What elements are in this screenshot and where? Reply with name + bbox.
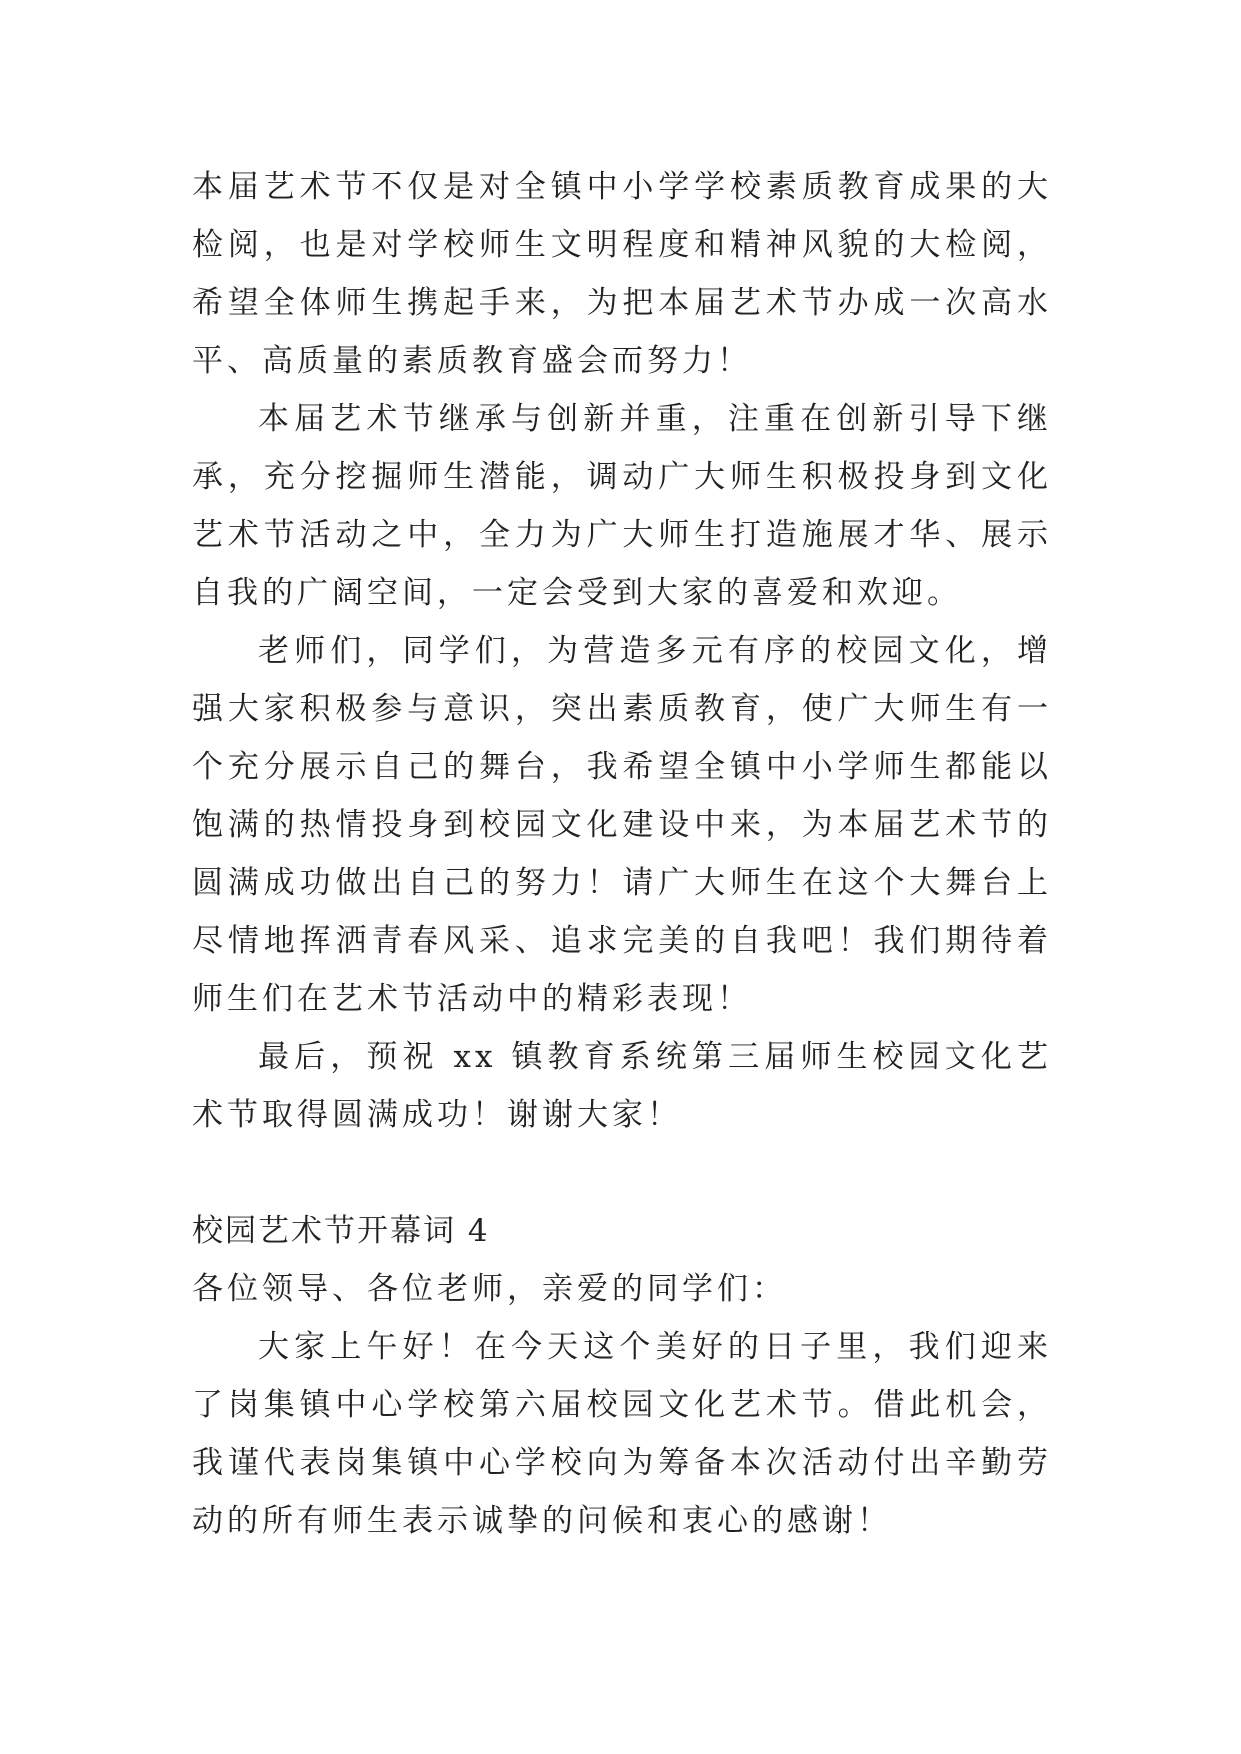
section-spacer [192,1144,1052,1202]
section-title: 校园艺术节开幕词 4 [192,1213,490,1249]
paragraph: 大家上午好！在今天这个美好的日子里，我们迎来了岗集镇中心学校第六届校园文化艺术节。借此机会，我谨代表岗集镇中心学校向为筹备本次活动付出辛勤劳动的所有师生表示诚挚的问候和衷心的感谢！ [192,1329,1052,1539]
paragraph: 老师们，同学们，为营造多元有序的校园文化，增强大家积极参与意识，突出素质教育，使广大师生有一个充分展示自己的舞台，我希望全镇中小学师生都能以饱满的热情投身到校园文化建设中来，为本届艺术节的圆满成功做出自己的努力！请广大师生在这个大舞台上尽情地挥洒青春风采、追求完美的自我吧！我们期待着师生们在艺术节活动中的精彩表现！ [192,633,1052,1017]
salutation: 各位领导、各位老师，亲爱的同学们： [192,1271,787,1307]
paragraph: 本届艺术节继承与创新并重，注重在创新引导下继承，充分挖掘师生潜能，调动广大师生积极投身到文化艺术节活动之中，全力为广大师生打造施展才华、展示自我的广阔空间，一定会受到大家的喜爱和欢迎。 [192,401,1052,611]
document-body [192,158,1052,1550]
paragraph: 本届艺术节不仅是对全镇中小学学校素质教育成果的大检阅，也是对学校师生文明程度和精神风貌的大检阅，希望全体师生携起手来，为把本届艺术节办成一次高水平、高质量的素质教育盛会而努力！ [192,169,1052,379]
paragraph: 最后，预祝 xx 镇教育系统第三届师生校园文化艺术节取得圆满成功！谢谢大家！ [192,1039,1052,1133]
